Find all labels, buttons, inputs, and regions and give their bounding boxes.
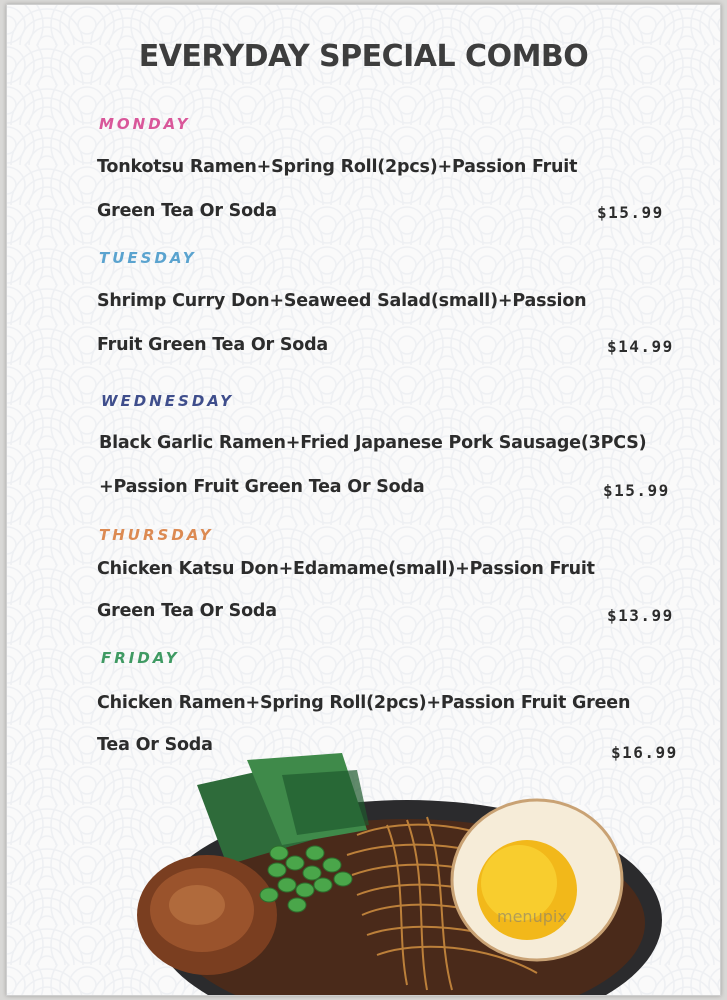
menu-page (6, 4, 721, 996)
combo-description-wednesday-line2: +Passion Fruit Green Tea Or Soda (99, 477, 425, 497)
day-label-monday: MONDAY (99, 115, 191, 133)
combo-description-thursday-line1: Chicken Katsu Don+Edamame(small)+Passion Fruit (97, 559, 595, 579)
day-label-tuesday: TUESDAY (99, 249, 197, 267)
combo-description-wednesday-line1: Black Garlic Ramen+Fried Japanese Pork Sausage(3PCS) (99, 433, 647, 453)
price-tuesday: $14.99 (607, 337, 674, 356)
price-monday: $15.99 (597, 203, 664, 222)
combo-description-monday-line2: Green Tea Or Soda (97, 201, 277, 221)
day-label-wednesday: WEDNESDAY (101, 392, 235, 410)
combo-description-tuesday-line1: Shrimp Curry Don+Seaweed Salad(small)+Passion (97, 291, 587, 311)
combo-description-monday-line1: Tonkotsu Ramen+Spring Roll(2pcs)+Passion Fruit (97, 157, 578, 177)
combo-description-tuesday-line2: Fruit Green Tea Or Soda (97, 335, 329, 355)
page-title: EVERYDAY SPECIAL COMBO (138, 39, 589, 74)
day-label-thursday: THURSDAY (99, 526, 214, 544)
watermark-text: menupix (497, 907, 567, 926)
combo-description-thursday-line2: Green Tea Or Soda (97, 601, 277, 621)
day-label-friday: FRIDAY (101, 649, 180, 667)
combo-description-friday-line1: Chicken Ramen+Spring Roll(2pcs)+Passion Fruit Green (97, 693, 631, 713)
price-wednesday: $15.99 (603, 481, 670, 500)
price-friday: $16.99 (611, 743, 678, 762)
price-thursday: $13.99 (607, 606, 674, 625)
combo-description-friday-line2: Tea Or Soda (97, 735, 213, 755)
ramen-bowl-illustration (107, 745, 667, 995)
